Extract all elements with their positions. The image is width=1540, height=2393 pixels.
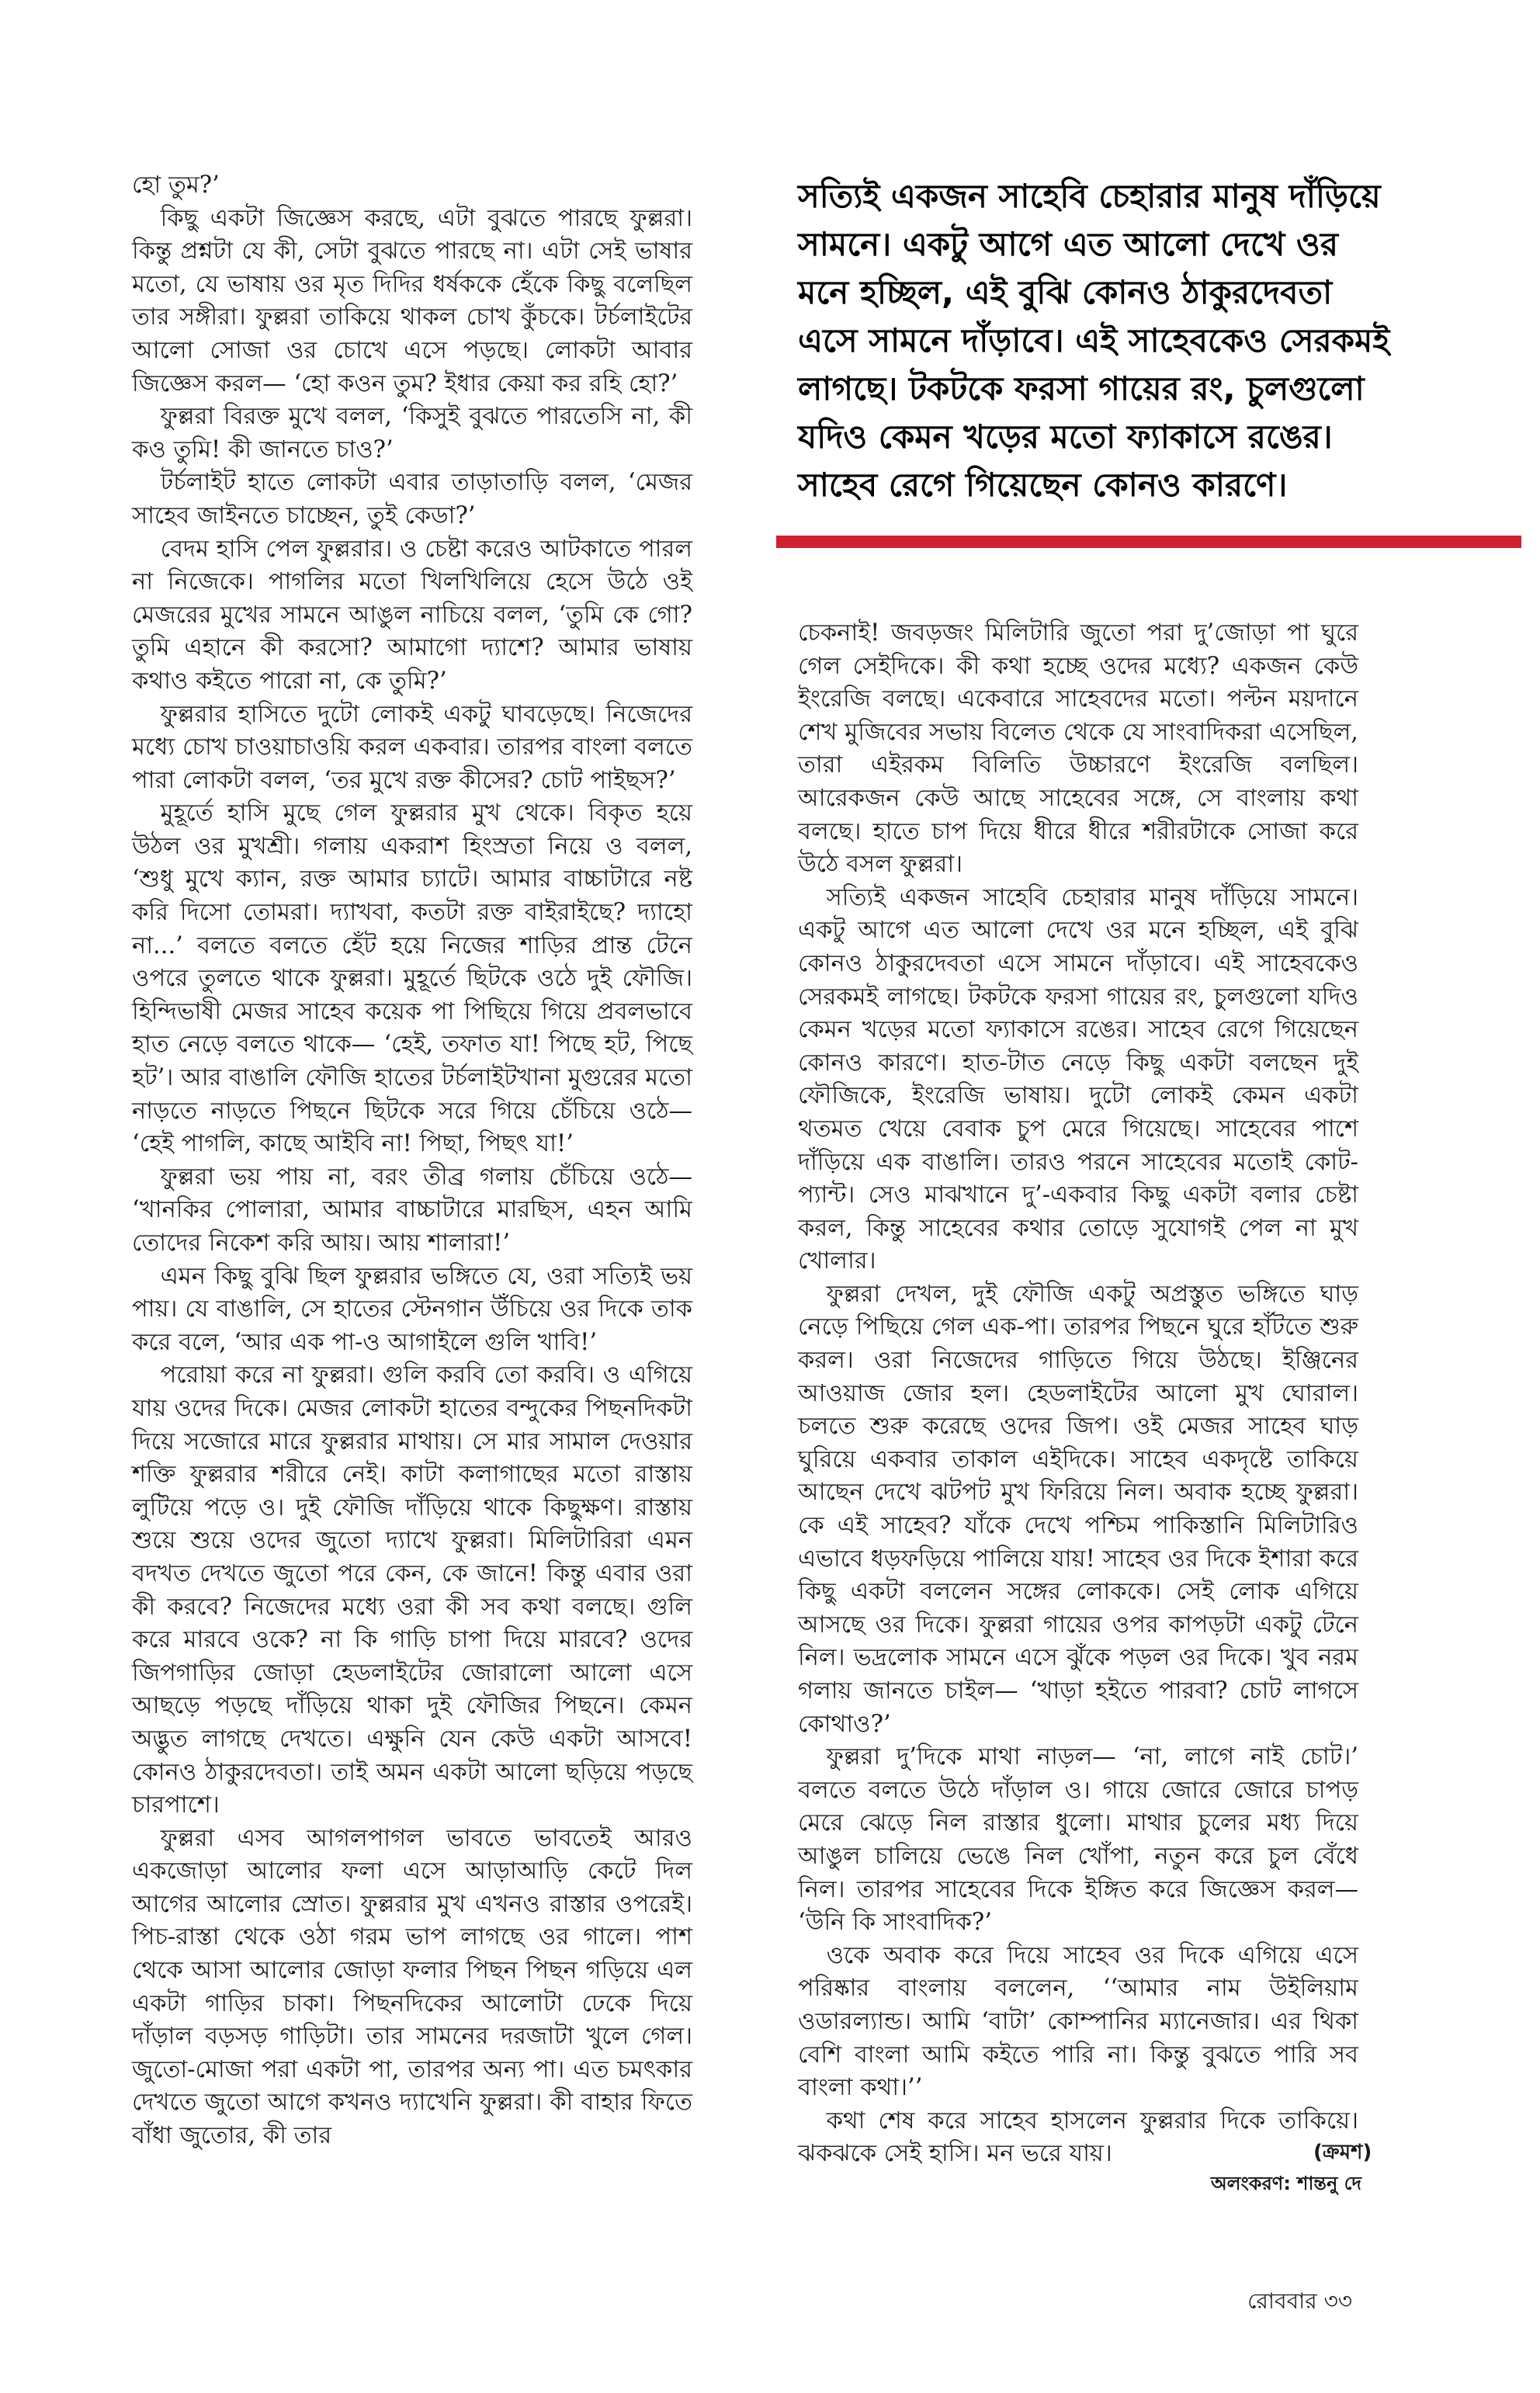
page-footer: রোববার ৩৩ <box>1247 2288 1352 2314</box>
paragraph: ওকে অবাক করে দিয়ে সাহেব ওর দিকে এগিয়ে এসে পরিষ্কার বাংলায় বললেন, ‘‘আমার নাম উইলিয়াম ওডারল্যান্ড। আমি ‘বাটা’ কোম্পানির ম্যানেজার। এর থিকা বেশি বাংলা আমি কইতে পারি না। কিন্তু বুঝতে পারি সব বাংলা কথা।’’ <box>798 1941 1358 2102</box>
paragraph: চেকনাই! জবড়জং মিলিটারি জুতো পরা দু’জোড়া পা ঘুরে গেল সেইদিকে। কী কথা হচ্ছে ওদের মধ্যে? একজন কেউ ইংরেজি বলছে। একেবারে সাহেবদের মতো। পল্টন ময়দানে শেখ মুজিবের সভায় বিলেত থেকে যে সাংবাদিকরা এসেছিল, তারা এইরকম বিলিতি উচ্চারণে ইংরেজি বলছিল। আরেকজন কেউ আছে সাহেবের সঙ্গে, সে বাংলায় কথা বলছে। হাতে চাপ দিয়ে ধীরে ধীরে শরীরটাকে সোজা করে উঠে বসল ফুল্লরা। <box>798 619 1358 879</box>
paragraph: কিছু একটা জিজ্ঞেস করছে, এটা বুঝতে পারছে ফুল্লরা। কিন্তু প্রশ্নটা যে কী, সেটা বুঝতে পারছে না। এটা সেই ভাষার মতো, যে ভাষায় ওর মৃত দিদির ধর্ষককে হেঁকে কিছু বলেছিল তার সঙ্গীরা। ফুল্লরা তাকিয়ে থাকল চোখ কুঁচকে। টর্চলাইটের আলো সোজা ওর চোখে এসে পড়ছে। লোকটা আবার জিজ্ঞেস করল— ‘হো কওন তুম? ইধার কেয়া কর রহি হো?’ <box>132 204 692 397</box>
paragraph: মুহূর্তে হাসি মুছে গেল ফুল্লরার মুখ থেকে। বিকৃত হয়ে উঠল ওর মুখশ্রী। গলায় একরাশ হিংস্রতা নিয়ে ও বলল, ‘শুধু মুখে ক্যান, রক্ত আমার চ্যাটে। আমার বাচ্চাটারে নষ্ট করি দিসো তোমরা। দ্যাখবা, কতটা রক্ত বাইরাইছে? দ্যাহো না...’ বলতে বলতে হেঁট হয়ে নিজের শাড়ির প্রান্ত টেনে ওপরে তুলতে থাকে ফুল্লরা। মুহূর্তে ছিটকে ওঠে দুই ফৌজি। হিন্দিভাষী মেজর সাহেব কয়েক পা পিছিয়ে গিয়ে প্রবলভাবে হাত নেড়ে বলতে থাকে— ‘হেই, তফাত যা! পিছে হট, পিছে হট’। আর বাঙালি ফৌজি হাতের টর্চলাইটখানা মুগুরের মতো নাড়তে নাড়তে পিছনে ছিটকে সরে গিয়ে চেঁচিয়ে ওঠে— ‘হেই পাগলি, কাছে আইবি না! পিছা, পিছৎ যা!’ <box>132 799 692 1158</box>
paragraph: ফুল্লরা দু’দিকে মাথা নাড়ল— ‘না, লাগে নাই চোট।’ বলতে বলতে উঠে দাঁড়াল ও। গায়ে জোরে জোরে চাপড় মেরে ঝেড়ে নিল রাস্তার ধুলো। মাথার চুলের মধ্য দিয়ে আঙুল চালিয়ে ভেঙে নিল খোঁপা, নতুন করে চুল বেঁধে নিল। তারপর সাহেবের দিকে ইঙ্গিত করে জিজ্ঞেস করল— ‘উনি কি সাংবাদিক?’ <box>798 1743 1358 1937</box>
paragraph: কথা শেষ করে সাহেব হাসলেন ফুল্লরার দিকে তাকিয়ে। ঝকঝকে সেই হাসি। মন ভরে যায়। <box>798 2107 1358 2168</box>
paragraph: পরোয়া করে না ফুল্লরা। গুলি করবি তো করবি। ও এগিয়ে যায় ওদের দিকে। মেজর লোকটা হাতের বন্দুকের পিছনদিকটা দিয়ে সজোরে মারে ফুল্লরার মাথায়। সে মার সামাল দেওয়ার শক্তি ফুল্লরার শরীরে নেই। কাটা কলাগাছের মতো রাস্তায় লুটিয়ে পড়ে ও। দুই ফৌজি দাঁড়িয়ে থাকে কিছুক্ষণ। রাস্তায় শুয়ে শুয়ে ওদের জুতো দ্যাখে ফুল্লরা। মিলিটারিরা এমন বদখত দেখতে জুতো পরে কেন, কে জানে! কিন্তু এবার ওরা কী করবে? নিজেদের মধ্যে ওরা কী সব কথা বলছে। গুলি করে মারবে ওকে? না কি গাড়ি চাপা দিয়ে মারবে? ওদের জিপগাড়ির জোড়া হেডলাইটের জোরালো আলো এসে আছড়ে পড়ছে দাঁড়িয়ে থাকা দুই ফৌজির পিছনে। কেমন অদ্ভুত লাগছে দেখতে। এক্ষুনি যেন কেউ একটা আসবে! কোনও ঠাকুরদেবতা। তাই অমন একটা আলো ছড়িয়ে পড়ছে চারপাশে। <box>132 1361 692 1819</box>
paragraph: সত্যিই একজন সাহেবি চেহারার মানুষ দাঁড়িয়ে সামনে। একটু আগে এত আলো দেখে ওর মনে হচ্ছিল, এই বুঝি কোনও ঠাকুরদেবতা এসে সামনে দাঁড়াবে। এই সাহেবকেও সেরকমই লাগছে। টকটকে ফরসা গায়ের রং, চুলগুলো যদিও কেমন খড়ের মতো ফ্যাকাসে রঙের। সাহেব রেগে গিয়েছেন কোনও কারণে। হাত-টাত নেড়ে কিছু একটা বলছেন দুই ফৌজিকে, ইংরেজি ভাষায়। দুটো লোকই কেমন একটা থতমত খেয়ে বেবাক চুপ মেরে গিয়েছে। সাহেবের পাশে দাঁড়িয়ে এক বাঙালি। তারও পরনে সাহেবের মতোই কোট-প্যান্ট। সেও মাঝখানে দু’-একবার কিছু একটা বলার চেষ্টা করল, কিন্তু সাহেবের কথার তোড়ে সুযোগই পেল না মুখ খোলার। <box>798 883 1358 1275</box>
pullquote: সত্যিই একজন সাহেবি চেহারার মানুষ দাঁড়িয়ে সামনে। একটু আগে এত আলো দেখে ওর মনে হচ্ছিল, এই বুঝি কোনও ঠাকুরদেবতা এসে সামনে দাঁড়াবে। এই সাহেবকেও সেরকমই লাগছে। টকটকে ফরসা গায়ের রং, চুলগুলো যদিও কেমন খড়ের মতো ফ্যাকাসে রঙের। সাহেব রেগে গিয়েছেন কোনও কারণে। <box>798 177 1390 504</box>
right-column <box>798 617 1358 2171</box>
paragraph: টর্চলাইট হাতে লোকটা এবার তাড়াতাড়ি বলল, ‘মেজর সাহেব জাইনতে চাচ্ছেন, তুই কেডা?’ <box>132 469 692 529</box>
paragraph: ফুল্লরার হাসিতে দুটো লোকই একটু ঘাবড়েছে। নিজেদের মধ্যে চোখ চাওয়াচাওয়ি করল একবার। তারপর বাংলা বলতে পারা লোকটা বলল, ‘তর মুখে রক্ত কীসের? চোট পাইছস?’ <box>132 700 692 794</box>
paragraph: ফুল্লরা ভয় পায় না, বরং তীব্র গলায় চেঁচিয়ে ওঠে— ‘খানকির পোলারা, আমার বাচ্চাটারে মারছিস, এহন আমি তোদের নিকেশ করি আয়। আয় শালারা!’ <box>132 1163 692 1257</box>
paragraph: ফুল্লরা এসব আগলপাগল ভাবতে ভাবতেই আরও একজোড়া আলোর ফলা এসে আড়াআড়ি কেটে দিল আগের আলোর স্রোত। ফুল্লরার মুখ এখনও রাস্তার ওপরেই। পিচ-রাস্তা থেকে ওঠা গরম ভাপ লাগছে ওর গালে। পাশ থেকে আসা আলোর জোড়া ফলার পিছন পিছন গড়িয়ে এল একটা গাড়ির চাকা। পিছনদিকের আলোটা ঢেকে দিয়ে দাঁড়াল বড়সড় গাড়িটা। তার সামনের দরজাটা খুলে গেল। জুতো-মোজা পরা একটা পা, তারপর অন্য পা। এত চমৎকার দেখতে জুতো আগে কখনও দ্যাখেনি ফুল্লরা। কী বাহার ফিতে বাঁধা জুতোর, কী তার <box>132 1824 692 2150</box>
illustration-credit: অলংকরণ: শান্তনু দে <box>1210 2173 1361 2194</box>
paragraph: ফুল্লরা দেখল, দুই ফৌজি একটু অপ্রস্তুত ভঙ্গিতে ঘাড় নেড়ে পিছিয়ে গেল এক-পা। তারপর পিছনে ঘুরে হাঁটতে শুরু করল। ওরা নিজেদের গাড়িতে গিয়ে উঠছে। ইঞ্জিনের আওয়াজ জোর হল। হেডলাইটের আলো মুখ ঘোরাল। চলতে শুরু করেছে ওদের জিপ। ওই মেজর সাহেব ঘাড় ঘুরিয়ে একবার তাকাল এইদিকে। সাহেব একদৃষ্টে তাকিয়ে আছেন দেখে ঝটপট মুখ ফিরিয়ে নিল। অবাক হচ্ছে ফুল্লরা। কে এই সাহেব? যাঁকে দেখে পশ্চিম পাকিস্তানি মিলিটারিও এভাবে ধড়ফড়িয়ে পালিয়ে যায়! সাহেব ওর দিকে ইশারা করে কিছু একটা বললেন সঙ্গের লোককে। সেই লোক এগিয়ে আসছে ওর দিকে। ফুল্লরা গায়ের ওপর কাপড়টা একটু টেনে নিল। ভদ্রলোক সামনে এসে ঝুঁকে পড়ল ওর দিকে। খুব নরম গলায় জানতে চাইল— ‘খাড়া হইতে পারবা? চোট লাগসে কোথাও?’ <box>798 1280 1358 1738</box>
paragraph: ফুল্লরা বিরক্ত মুখে বলল, ‘কিসুই বুঝতে পারতেসি না, কী কও তুমি! কী জানতে চাও?’ <box>132 403 692 463</box>
paragraph: এমন কিছু বুঝি ছিল ফুল্লরার ভঙ্গিতে যে, ওরা সত্যিই ভয় পায়। যে বাঙালি, সে হাতের স্টেনগান উঁচিয়ে ওর দিকে তাক করে বলে, ‘আর এক পা-ও আগাইলে গুলি খাবি!’ <box>132 1262 692 1356</box>
paragraph: হো তুম?’ <box>132 172 220 199</box>
to-be-continued-label: (ক্রমশ) <box>1313 2141 1372 2164</box>
paragraph: বেদম হাসি পেল ফুল্লরার। ও চেষ্টা করেও আটকাতে পারল না নিজেকে। পাগলির মতো খিলখিলিয়ে হেসে উঠে ওই মেজরের মুখের সামনে আঙুল নাচিয়ে বলল, ‘তুমি কে গো? তুমি এহানে কী করসো? আমাগো দ্যাশে? আমার ভাষায় কথাও কইতে পারো না, কে তুমি?’ <box>132 535 692 695</box>
left-column <box>132 169 692 2153</box>
pullquote-divider <box>776 536 1521 548</box>
